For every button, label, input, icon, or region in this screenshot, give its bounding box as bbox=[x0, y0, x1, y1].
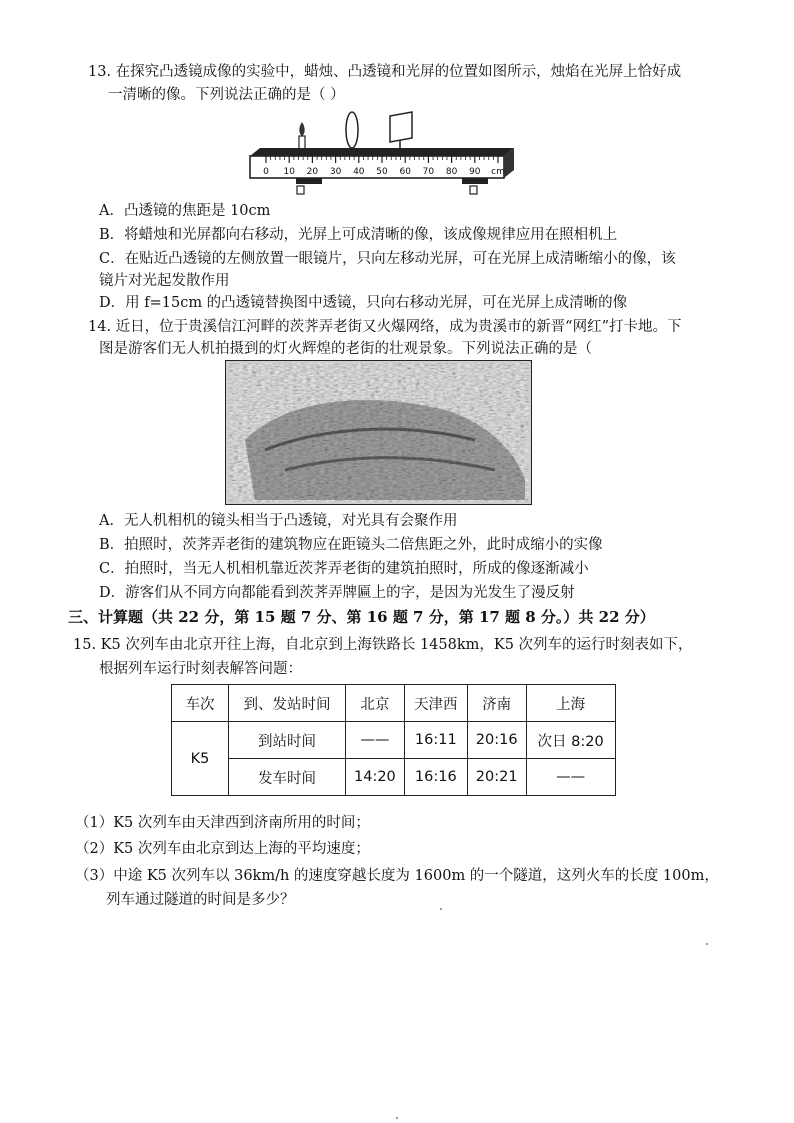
train-timetable bbox=[171, 684, 616, 796]
q15-stem-line1: 15. K5 次列车由北京开往上海，自北京到上海铁路长 1458km，K5 次列车的运行时刻表如下， bbox=[73, 637, 693, 653]
cell-depart-shanghai: —— bbox=[526, 759, 615, 796]
header-shanghai: 上海 bbox=[526, 685, 615, 722]
cell-depart-label: 发车时间 bbox=[229, 759, 346, 796]
q13-stem-line2: 一清晰的像。下列说法正确的是（ ） bbox=[108, 87, 345, 103]
q13-option-b: B．将蜡烛和光屏都向右移动，光屏上可成清晰的像，该成像规律应用在照相机上 bbox=[99, 227, 618, 243]
q15-stem-line2: 根据列车运行时刻表解答问题： bbox=[99, 661, 302, 677]
table-header-row bbox=[172, 685, 616, 722]
cell-arrive-jinan: 20:16 bbox=[467, 722, 526, 759]
cell-depart-beijing: 14:20 bbox=[346, 759, 405, 796]
bench-tick-label: 80 bbox=[445, 167, 458, 177]
q13-option-a: A．凸透镜的焦距是 10cm bbox=[99, 203, 271, 219]
cell-depart-jinan: 20:21 bbox=[467, 759, 526, 796]
cell-arrive-beijing: —— bbox=[346, 722, 405, 759]
bench-tick-label: 10 bbox=[283, 167, 295, 177]
bench-feet bbox=[296, 178, 488, 194]
header-tianjin: 天津西 bbox=[404, 685, 467, 722]
scan-speck bbox=[706, 943, 708, 945]
cell-depart-tianjin: 16:16 bbox=[404, 759, 467, 796]
header-beijing: 北京 bbox=[346, 685, 405, 722]
q14-option-d: D．游客们从不同方向都能看到茨荠弄牌匾上的字，是因为光发生了漫反射 bbox=[99, 585, 575, 601]
header-jinan: 济南 bbox=[467, 685, 526, 722]
q15-sub-2: （2）K5 次列车由北京到达上海的平均速度； bbox=[75, 841, 370, 857]
bench-tick-label: 40 bbox=[353, 167, 365, 177]
q13-option-c-line1: C．在贴近凸透镜的左侧放置一眼镜片，只向左移动光屏，可在光屏上成清晰缩小的像，该 bbox=[99, 251, 676, 267]
scan-speck bbox=[396, 1117, 398, 1119]
q13-option-c-line2: 镜片对光起发散作用 bbox=[99, 273, 230, 289]
bench-tick-label: 60 bbox=[399, 167, 411, 177]
q15-sub-1: （1）K5 次列车由天津西到济南所用的时间； bbox=[75, 815, 370, 831]
q14-stem-line2: 图是游客们无人机拍摄到的灯火辉煌的老街的壮观景象。下列说法正确的是（ bbox=[99, 341, 592, 357]
bench-tick-label: 90 bbox=[469, 167, 481, 177]
q13-option-d: D．用 f=15cm 的凸透镜替换图中透镜，只向右移动光屏，可在光屏上成清晰的像 bbox=[99, 295, 628, 311]
table-row bbox=[172, 722, 616, 759]
q14-option-b: B．拍照时，茨荠弄老街的建筑物应在距镜头二倍焦距之外，此时成缩小的实像 bbox=[99, 537, 603, 553]
bench-tick-label: 70 bbox=[422, 167, 435, 177]
old-street-aerial-photo bbox=[225, 360, 532, 505]
bench-tick-label: cm bbox=[491, 167, 505, 177]
cell-arrive-label: 到站时间 bbox=[229, 722, 346, 759]
q13-stem-line1: 13. 在探究凸透镜成像的实验中，蜡烛、凸透镜和光屏的位置如图所示，烛焰在光屏上恰好成 bbox=[88, 64, 682, 80]
optical-bench-figure bbox=[242, 108, 514, 204]
q14-stem-line1: 14. 近日，位于贵溪信江河畔的茨荠弄老街又火爆网络，成为贵溪市的新晋“网红”打卡地。下 bbox=[88, 319, 682, 335]
cell-arrive-tianjin: 16:11 bbox=[404, 722, 467, 759]
table-row bbox=[172, 759, 616, 796]
q14-option-c: C．拍照时，当无人机相机靠近茨荠弄老街的建筑拍照时，所成的像逐渐减小 bbox=[99, 561, 589, 577]
cell-train-number: K5 bbox=[172, 722, 229, 796]
q15-sub-3-line1: （3）中途 K5 次列车以 36km/h 的速度穿越长度为 1600m 的一个隧道，这列火车的长度 100m， bbox=[75, 868, 719, 884]
header-train: 车次 bbox=[172, 685, 229, 722]
cell-arrive-shanghai: 次日 8:20 bbox=[526, 722, 615, 759]
bench-tick-label: 30 bbox=[329, 167, 342, 177]
scan-speck bbox=[440, 908, 442, 910]
bench-tick-label: 0 bbox=[263, 167, 269, 177]
header-time: 到、发站时间 bbox=[229, 685, 346, 722]
q14-option-a: A．无人机相机的镜头相当于凸透镜，对光具有会聚作用 bbox=[99, 513, 458, 529]
q15-sub-3-line2: 列车通过隧道的时间是多少？ bbox=[106, 892, 295, 908]
bench-tick-label: 20 bbox=[306, 167, 319, 177]
bench-tick-label: 50 bbox=[376, 167, 388, 177]
section-3-heading: 三、计算题（共 22 分，第 15 题 7 分、第 16 题 7 分，第 17 题 8 分。）共 22 分） bbox=[68, 608, 655, 626]
